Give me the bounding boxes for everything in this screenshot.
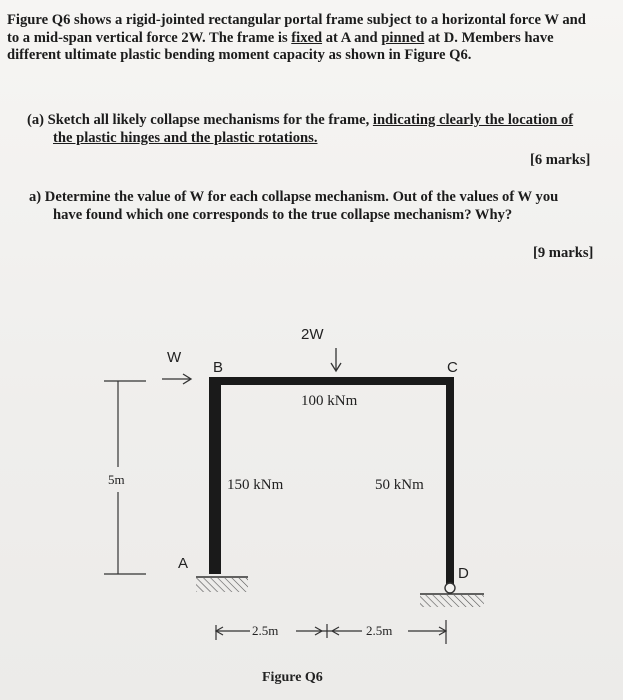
part-b-marks: [9 marks] <box>533 245 594 261</box>
right-column-capacity-label: 50 kNm <box>375 477 424 493</box>
fixed-term: fixed <box>291 30 323 46</box>
figure-caption: Figure Q6 <box>262 670 323 685</box>
span-left-label: 2.5m <box>252 623 279 638</box>
part-b-line-1: a) Determine the value of W for each collapse mechanism. Out of the values of W you <box>29 189 559 205</box>
intro-line-3: different ultimate plastic bending moment capacity as shown in Figure Q6. <box>7 47 472 63</box>
height-dimension-label: 5m <box>108 472 125 487</box>
part-a-line-2: the plastic hinges and the plastic rotations. <box>53 130 318 146</box>
right-column <box>446 377 454 585</box>
left-column <box>209 377 221 574</box>
horizontal-load-arrow-icon <box>162 374 191 384</box>
beam-capacity-label: 100 kNm <box>301 393 358 409</box>
fixed-support-icon <box>196 577 248 592</box>
left-column-capacity-label: 150 kNm <box>227 477 284 493</box>
node-b-label: B <box>213 359 224 376</box>
pinned-term: pinned <box>381 30 425 46</box>
node-a-label: A <box>178 555 189 572</box>
node-d-label: D <box>458 565 469 582</box>
span-right-label: 2.5m <box>366 623 393 638</box>
vertical-load-arrow-icon <box>331 348 341 371</box>
intro-line-1: Figure Q6 shows a rigid-jointed rectangular portal frame subject to a horizontal force W and <box>7 12 586 28</box>
part-a-line-1-underlined: indicating clearly the location of <box>372 112 574 128</box>
part-b-line-2: have found which one corresponds to the true collapse mechanism? Why? <box>53 207 513 223</box>
beam <box>209 377 454 385</box>
node-c-label: C <box>447 359 458 376</box>
vertical-load-label: 2W <box>301 326 324 343</box>
intro-line-2-c: at D. Members have <box>424 30 554 46</box>
part-a-marks: [6 marks] <box>530 152 591 168</box>
intro-line-2-b: at A and <box>322 30 382 46</box>
span-dimension <box>216 620 446 644</box>
pinned-support-icon <box>420 583 484 607</box>
intro-line-2-a: to a mid-span vertical force 2W. The frame is <box>7 30 292 46</box>
horizontal-load-label: W <box>167 349 182 366</box>
part-a-line-1-a: (a) Sketch all likely collapse mechanisms for the frame, <box>27 112 373 128</box>
